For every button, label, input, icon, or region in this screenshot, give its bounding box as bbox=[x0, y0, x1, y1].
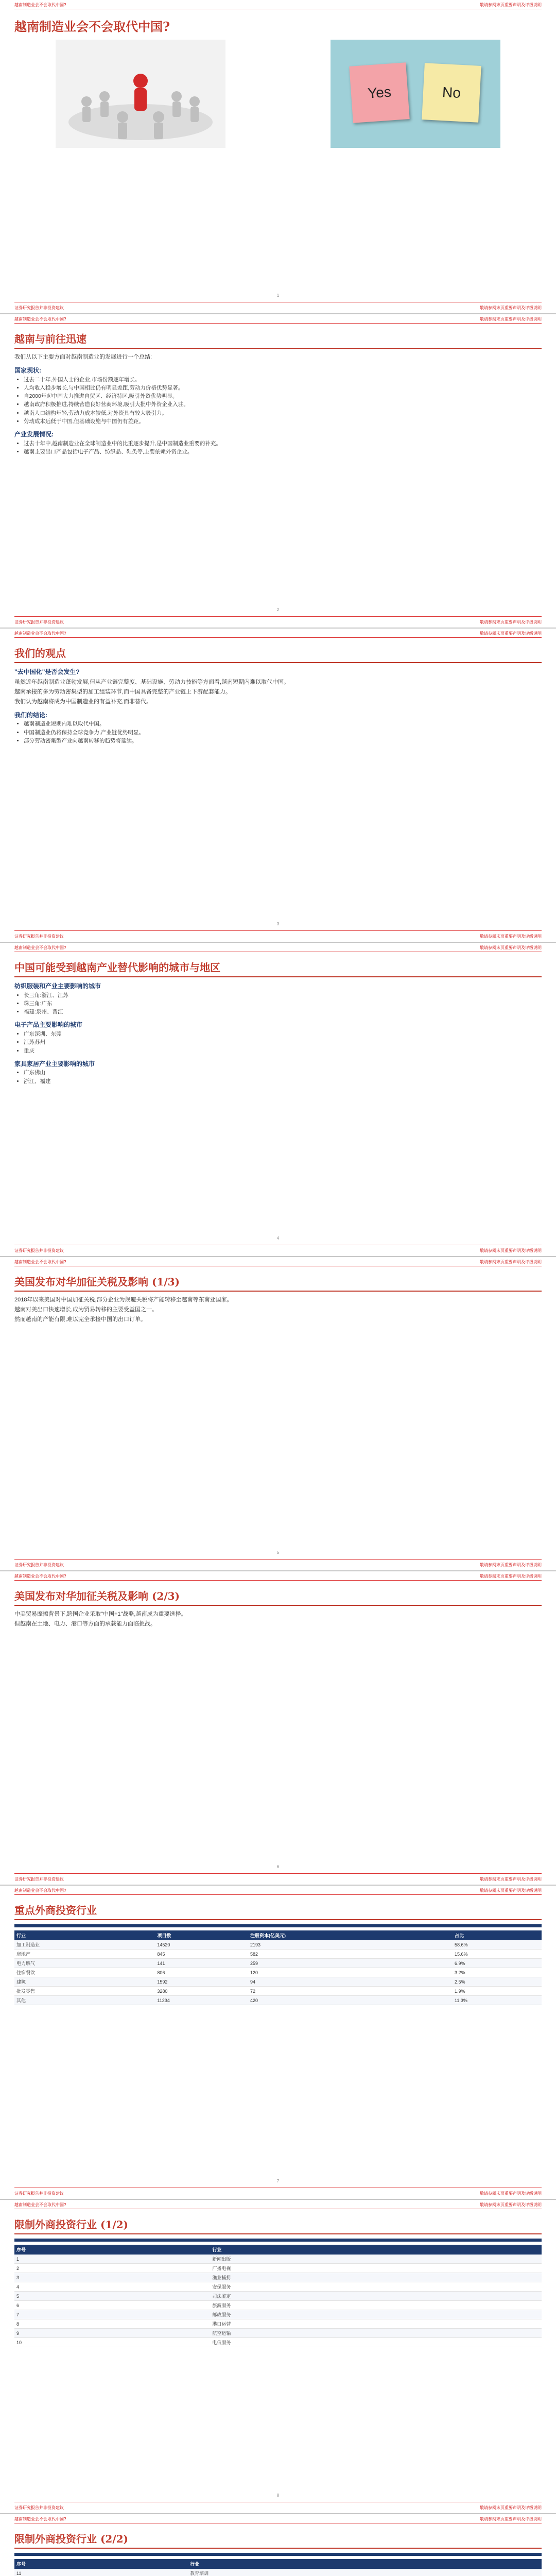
footer-left: 证券研究报告并非投资建议 bbox=[14, 2505, 64, 2510]
list-item: • 越南主要出口产品包括电子产品、纺织品、鞋类等,主要依赖外资企业。 bbox=[24, 448, 542, 456]
table-cell: 582 bbox=[248, 1950, 453, 1959]
list-item: • 长三角:浙江、江苏 bbox=[24, 991, 542, 999]
page-8 bbox=[0, 2200, 556, 2514]
header-left: 越南制造业会不会取代中国? bbox=[14, 1260, 66, 1264]
paragraph: 虽然近年越南制造业蓬勃发展,但从产业链完整度、基础设施、劳动力技能等方面看,越南短期内难以取代中国。 bbox=[14, 679, 290, 685]
paragraph: 越南承接的多为劳动密集型的加工组装环节,而中国具备完整的产业链上下游配套能力。 bbox=[14, 688, 232, 695]
column-header: 注册资本(亿美元) bbox=[248, 1930, 453, 1940]
header-right: 敬请参阅末页重要声明及评级说明 bbox=[480, 2517, 542, 2521]
table-cell: 420 bbox=[248, 1996, 453, 2005]
table-row bbox=[14, 2273, 542, 2282]
header-left: 越南制造业会不会取代中国? bbox=[14, 2202, 66, 2207]
table-row bbox=[14, 2255, 542, 2264]
column-header: 项目数 bbox=[155, 1930, 248, 1940]
table-cell: 1.9% bbox=[453, 1987, 542, 1996]
paragraph: 我们认为越南将成为中国制造业的有益补充,而非替代。 bbox=[14, 698, 152, 705]
bullet-list bbox=[14, 439, 542, 456]
header-right: 敬请参阅末页重要声明及评级说明 bbox=[480, 631, 542, 636]
footer-right: 敬请参阅末页重要声明及评级说明 bbox=[480, 306, 542, 310]
list-item: • 人均收入稳步增长,与中国相比仍有明显差距,劳动力价格优势显著。 bbox=[24, 384, 542, 392]
column-header: 序号 bbox=[14, 2559, 188, 2569]
subheading: 我们的结论: bbox=[14, 711, 47, 719]
table-cell: 845 bbox=[155, 1950, 248, 1959]
page-header bbox=[14, 1257, 542, 1266]
table-cell: 11.3% bbox=[453, 1996, 542, 2005]
subheading: "去中国化"是否会发生? bbox=[14, 668, 80, 675]
section-title: 限制外商投资行业 (1/2) bbox=[14, 2216, 542, 2234]
table-row bbox=[14, 2264, 542, 2273]
section-title: 我们的观点 bbox=[14, 645, 542, 663]
page-footer bbox=[14, 1873, 542, 1885]
column-header: 序号 bbox=[14, 2245, 210, 2255]
table-cell: 6.9% bbox=[453, 1959, 542, 1968]
table-cell: 航空运输 bbox=[210, 2329, 542, 2338]
page-number: 3 bbox=[276, 922, 280, 926]
table-cell: 邮政服务 bbox=[210, 2310, 542, 2319]
table-row bbox=[14, 2329, 542, 2338]
page-number: 6 bbox=[276, 1865, 280, 1869]
paragraph: 中美贸易摩擦背景下,跨国企业采取"中国+1"战略,越南成为重要选择。 bbox=[14, 1611, 187, 1617]
section-title: 美国发布对华加征关税及影响 (1/3) bbox=[14, 1274, 542, 1292]
header-left: 越南制造业会不会取代中国? bbox=[14, 3, 66, 7]
restricted-table bbox=[14, 2559, 542, 2576]
footer-left: 证券研究报告并非投资建议 bbox=[14, 306, 64, 310]
table-cell: 14520 bbox=[155, 1940, 248, 1950]
bullet-list bbox=[14, 1069, 542, 1086]
table-bar bbox=[14, 2239, 542, 2242]
footer-left: 证券研究报告并非投资建议 bbox=[14, 2191, 64, 2196]
image-row bbox=[14, 40, 542, 148]
table-header-row bbox=[14, 2559, 542, 2569]
footer-left: 证券研究报告并非投资建议 bbox=[14, 1877, 64, 1882]
page-header bbox=[14, 1886, 542, 1895]
page-footer bbox=[14, 2188, 542, 2199]
section-title: 限制外商投资行业 (2/2) bbox=[14, 2531, 542, 2549]
table-header-row bbox=[14, 1930, 542, 1940]
table-cell: 2 bbox=[14, 2264, 210, 2273]
header-right: 敬请参阅末页重要声明及评级说明 bbox=[480, 1260, 542, 1264]
list-item: • 浙江、福建 bbox=[24, 1077, 542, 1086]
page-header bbox=[14, 1571, 542, 1581]
header-left: 越南制造业会不会取代中国? bbox=[14, 1888, 66, 1893]
footer-right: 敬请参阅末页重要声明及评级说明 bbox=[480, 620, 542, 624]
table-cell: 建筑 bbox=[14, 1977, 155, 1987]
list-item: • 广东深圳、东莞 bbox=[24, 1030, 542, 1038]
table-cell: 3.2% bbox=[453, 1968, 542, 1977]
table-cell: 58.6% bbox=[453, 1940, 542, 1950]
paragraphs bbox=[14, 678, 542, 706]
table-row bbox=[14, 2282, 542, 2292]
header-right: 敬请参阅末页重要声明及评级说明 bbox=[480, 945, 542, 950]
page-footer bbox=[14, 1245, 542, 1256]
header-right: 敬请参阅末页重要声明及评级说明 bbox=[480, 1888, 542, 1893]
table-cell: 司法鉴定 bbox=[210, 2292, 542, 2301]
page-2 bbox=[0, 314, 556, 629]
yes-note: Yes bbox=[349, 62, 409, 123]
footer-right: 敬请参阅末页重要声明及评级说明 bbox=[480, 1877, 542, 1882]
header-right: 敬请参阅末页重要声明及评级说明 bbox=[480, 317, 542, 321]
table-row bbox=[14, 2310, 542, 2319]
footer-right: 敬请参阅末页重要声明及评级说明 bbox=[480, 1248, 542, 1253]
page-header bbox=[14, 314, 542, 324]
ring-figures-graphic bbox=[56, 40, 225, 148]
page-title: 越南制造业会不会取代中国? bbox=[14, 19, 170, 34]
table-cell: 11 bbox=[14, 2569, 188, 2576]
footer-left: 证券研究报告并非投资建议 bbox=[14, 1248, 64, 1253]
page-number: 5 bbox=[276, 1550, 280, 1555]
no-note: No bbox=[422, 63, 481, 123]
page-footer bbox=[14, 1559, 542, 1570]
table-cell: 港口运营 bbox=[210, 2319, 542, 2329]
page-7 bbox=[0, 1886, 556, 2200]
list-item: • 广东佛山 bbox=[24, 1069, 542, 1077]
footer-right: 敬请参阅末页重要声明及评级说明 bbox=[480, 934, 542, 939]
footer-right: 敬请参阅末页重要声明及评级说明 bbox=[480, 2505, 542, 2510]
ring-of-figures-image bbox=[56, 40, 225, 148]
page-header bbox=[14, 943, 542, 952]
restricted-table bbox=[14, 2245, 542, 2347]
page-footer bbox=[14, 302, 542, 313]
list-item: • 过去二十年,外国人士的企业,市场份额逐年增长。 bbox=[24, 376, 542, 384]
page-number: 7 bbox=[276, 2179, 280, 2183]
section-body bbox=[14, 353, 542, 456]
section-title: 重点外商投资行业 bbox=[14, 1902, 542, 1920]
paragraph: 越南对美出口快速增长,成为贸易转移的主要受益国之一。 bbox=[14, 1307, 158, 1313]
page-3 bbox=[0, 629, 556, 943]
table-cell: 批发零售 bbox=[14, 1987, 155, 1996]
list-item: • 部分劳动密集型产业向越南转移的趋势将延续。 bbox=[24, 737, 542, 745]
table-cell: 8 bbox=[14, 2319, 210, 2329]
list-item: • 江苏苏州 bbox=[24, 1038, 542, 1046]
header-right: 敬请参阅末页重要声明及评级说明 bbox=[480, 1574, 542, 1579]
section-body bbox=[14, 667, 542, 745]
paragraph: 但越南在土地、电力、港口等方面的承载能力面临挑战。 bbox=[14, 1621, 156, 1628]
table-row bbox=[14, 1977, 542, 1987]
table-row bbox=[14, 1959, 542, 1968]
group-heading: 电子产品主要影响的城市 bbox=[14, 1021, 83, 1029]
table-cell: 94 bbox=[248, 1977, 453, 1987]
header-right: 敬请参阅末页重要声明及评级说明 bbox=[480, 3, 542, 7]
table-cell: 旅游服务 bbox=[210, 2301, 542, 2310]
table-cell: 安保服务 bbox=[210, 2282, 542, 2292]
section-title: 中国可能受到越南产业替代影响的城市与地区 bbox=[14, 959, 542, 977]
page-number: 1 bbox=[276, 293, 280, 298]
investment-table bbox=[14, 1930, 542, 2005]
table-cell: 10 bbox=[14, 2338, 210, 2347]
paragraphs bbox=[14, 1610, 542, 1629]
page-header bbox=[14, 2514, 542, 2523]
bullet-list bbox=[14, 1030, 542, 1055]
page-number: 8 bbox=[276, 2493, 280, 2498]
header-left: 越南制造业会不会取代中国? bbox=[14, 317, 66, 321]
table-row bbox=[14, 1950, 542, 1959]
list-item: • 自2000年起中国大力推进自贸区、经济特区,吸引外资优势明显。 bbox=[24, 392, 542, 400]
column-header: 行业 bbox=[14, 1930, 155, 1940]
column-header: 占比 bbox=[453, 1930, 542, 1940]
page-9 bbox=[0, 2514, 556, 2576]
page-header bbox=[14, 0, 542, 9]
table-bar bbox=[14, 1924, 542, 1927]
list-item: • 过去十年中,越南制造业在全球制造业中的比重逐步提升,是中国制造业重要的补充。 bbox=[24, 439, 542, 448]
table-cell: 2.5% bbox=[453, 1977, 542, 1987]
table-cell: 其他 bbox=[14, 1996, 155, 2005]
section-title: 美国发布对华加征关税及影响 (2/3) bbox=[14, 1588, 542, 1606]
table-cell: 11234 bbox=[155, 1996, 248, 2005]
list-item: • 越南制造业短期内难以取代中国。 bbox=[24, 720, 542, 728]
table-cell: 教育培训 bbox=[188, 2569, 542, 2576]
page-number: 2 bbox=[276, 607, 280, 612]
subheading: 国家现状: bbox=[14, 367, 41, 375]
page-footer bbox=[14, 616, 542, 628]
table-row bbox=[14, 2319, 542, 2329]
table-cell: 9 bbox=[14, 2329, 210, 2338]
page-6 bbox=[0, 1571, 556, 1886]
list-item: • 中国制造业仍将保持全球竞争力,产业链优势明显。 bbox=[24, 728, 542, 737]
page-1 bbox=[0, 0, 556, 314]
bullet-list bbox=[14, 720, 542, 745]
table-cell: 新闻出版 bbox=[210, 2255, 542, 2264]
footer-left: 证券研究报告并非投资建议 bbox=[14, 620, 64, 624]
table-cell: 房地产 bbox=[14, 1950, 155, 1959]
table-row bbox=[14, 2301, 542, 2310]
header-left: 越南制造业会不会取代中国? bbox=[14, 1574, 66, 1579]
footer-right: 敬请参阅末页重要声明及评级说明 bbox=[480, 2191, 542, 2196]
table-cell: 住宿餐饮 bbox=[14, 1968, 155, 1977]
paragraph: 2018年以来美国对中国加征关税,部分企业为规避关税将产能转移至越南等东南亚国家。 bbox=[14, 1297, 233, 1303]
section-title: 越南与前往迅速 bbox=[14, 331, 542, 349]
group-heading: 家具家居产业主要影响的城市 bbox=[14, 1060, 95, 1067]
footer-left: 证券研究报告并非投资建议 bbox=[14, 1563, 64, 1567]
intro-text: 我们从以下主要方面对越南制造业的发展进行一个总结: bbox=[14, 354, 152, 360]
list-item: • 越南政府积极推进,持续营造良好营商环境,吸引大批中外资企业入驻。 bbox=[24, 400, 542, 409]
bullet-list bbox=[14, 991, 542, 1016]
table-cell: 2193 bbox=[248, 1940, 453, 1950]
header-left: 越南制造业会不会取代中国? bbox=[14, 2517, 66, 2521]
yes-no-image bbox=[331, 40, 500, 148]
table-cell: 141 bbox=[155, 1959, 248, 1968]
table-row bbox=[14, 2338, 542, 2347]
footer-left: 证券研究报告并非投资建议 bbox=[14, 934, 64, 939]
table-cell: 加工制造业 bbox=[14, 1940, 155, 1950]
page-footer bbox=[14, 930, 542, 942]
header-right: 敬请参阅末页重要声明及评级说明 bbox=[480, 2202, 542, 2207]
table-cell: 806 bbox=[155, 1968, 248, 1977]
list-item: • 珠三角:广东 bbox=[24, 999, 542, 1008]
table-cell: 6 bbox=[14, 2301, 210, 2310]
table-cell: 1 bbox=[14, 2255, 210, 2264]
table-header-row bbox=[14, 2245, 542, 2255]
header-left: 越南制造业会不会取代中国? bbox=[14, 631, 66, 636]
table-cell: 电信服务 bbox=[210, 2338, 542, 2347]
footer-right: 敬请参阅末页重要声明及评级说明 bbox=[480, 1563, 542, 1567]
paragraphs bbox=[14, 1296, 542, 1324]
list-item: • 福建:泉州、晋江 bbox=[24, 1008, 542, 1016]
city-groups bbox=[14, 981, 542, 1086]
column-header: 行业 bbox=[210, 2245, 542, 2255]
table-cell: 3 bbox=[14, 2273, 210, 2282]
page-5 bbox=[0, 1257, 556, 1571]
page-number: 4 bbox=[276, 1236, 280, 1241]
list-item: • 劳动成本远低于中国,但基础设施与中国仍有差距。 bbox=[24, 417, 542, 426]
page-header bbox=[14, 629, 542, 638]
group-heading: 纺织服装和产业主要影响的城市 bbox=[14, 982, 101, 990]
table-row bbox=[14, 2569, 542, 2576]
table-cell: 渔业捕捞 bbox=[210, 2273, 542, 2282]
table-cell: 7 bbox=[14, 2310, 210, 2319]
table-cell: 5 bbox=[14, 2292, 210, 2301]
paragraph: 然而越南的产能有限,难以完全承接中国的出口订单。 bbox=[14, 1316, 147, 1323]
table-row bbox=[14, 1968, 542, 1977]
column-header: 行业 bbox=[188, 2559, 542, 2569]
page-4 bbox=[0, 943, 556, 1257]
list-item: • 越南人口结构年轻,劳动力成本较低,对外资具有较大吸引力。 bbox=[24, 409, 542, 417]
table-row bbox=[14, 1940, 542, 1950]
page-header bbox=[14, 2200, 542, 2209]
table-cell: 电力燃气 bbox=[14, 1959, 155, 1968]
bullet-list bbox=[14, 376, 542, 426]
table-row bbox=[14, 2292, 542, 2301]
table-cell: 259 bbox=[248, 1959, 453, 1968]
table-row bbox=[14, 1987, 542, 1996]
table-bar bbox=[14, 2553, 542, 2556]
table-cell: 1592 bbox=[155, 1977, 248, 1987]
page-footer bbox=[14, 2502, 542, 2513]
table-cell: 广播电视 bbox=[210, 2264, 542, 2273]
table-cell: 15.6% bbox=[453, 1950, 542, 1959]
table-row bbox=[14, 1996, 542, 2005]
header-left: 越南制造业会不会取代中国? bbox=[14, 945, 66, 950]
table-cell: 72 bbox=[248, 1987, 453, 1996]
subheading: 产业发展情况: bbox=[14, 431, 54, 438]
list-item: • 重庆 bbox=[24, 1047, 542, 1055]
table-cell: 3280 bbox=[155, 1987, 248, 1996]
table-cell: 120 bbox=[248, 1968, 453, 1977]
table-cell: 4 bbox=[14, 2282, 210, 2292]
